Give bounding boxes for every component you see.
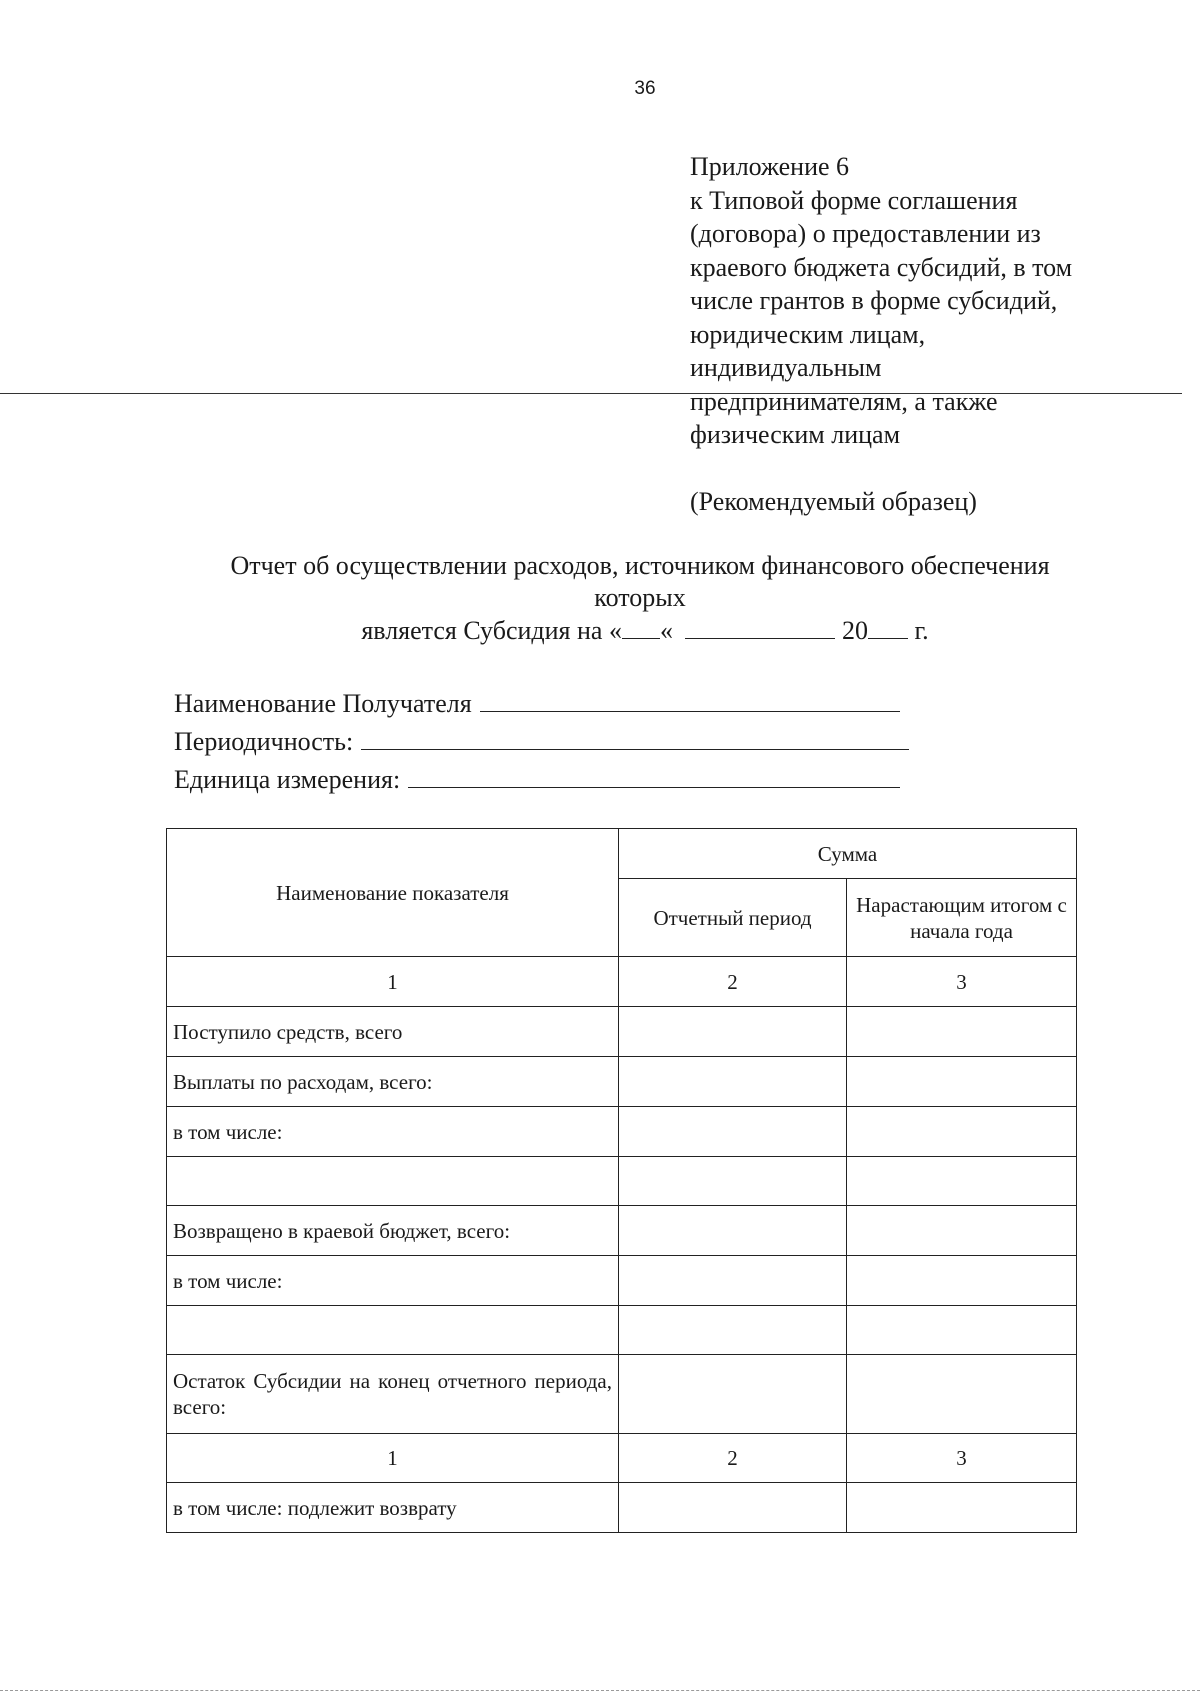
period-cell[interactable] <box>619 1306 847 1355</box>
appendix-line: предпринимателям, а также <box>690 386 998 416</box>
year-blank <box>868 614 908 639</box>
periodicity-field <box>174 724 909 760</box>
title-year: 20 <box>841 616 868 645</box>
table-row <box>167 1107 1077 1157</box>
row-label <box>167 1306 619 1355</box>
column-number-row <box>167 1434 1077 1483</box>
header-period: Отчетный период <box>619 879 847 957</box>
table-row <box>167 1057 1077 1107</box>
report-title-line-3 <box>180 614 1100 647</box>
appendix-line: числе грантов в форме субсидий, <box>690 286 1058 315</box>
period-cell[interactable] <box>619 1206 847 1256</box>
scan-artifact-line <box>0 393 1182 394</box>
report-table <box>166 828 1077 1533</box>
periodicity-blank[interactable] <box>361 727 909 750</box>
report-title <box>180 550 1100 647</box>
col-number: 3 <box>847 957 1077 1007</box>
col-number: 1 <box>167 1434 619 1483</box>
column-number-row <box>167 957 1077 1007</box>
row-label: Возвращено в краевой бюджет, всего: <box>167 1206 619 1256</box>
table-row <box>167 1157 1077 1206</box>
row-label <box>167 1157 619 1206</box>
cumulative-cell[interactable] <box>847 1107 1077 1157</box>
header-cumulative: Нарастающим итогом с начала года <box>847 879 1077 957</box>
table-header-row <box>167 829 1077 879</box>
cumulative-cell[interactable] <box>847 1355 1077 1434</box>
cumulative-cell[interactable] <box>847 1057 1077 1107</box>
period-cell[interactable] <box>619 1157 847 1206</box>
table-row <box>167 1206 1077 1256</box>
unit-field <box>174 762 900 798</box>
cumulative-cell[interactable] <box>847 1483 1077 1533</box>
title-quote: « <box>659 616 673 645</box>
table-row <box>167 1007 1077 1057</box>
table-row <box>167 1306 1077 1355</box>
row-label: Выплаты по расходам, всего: <box>167 1057 619 1107</box>
periodicity-label: Периодичность: <box>174 727 354 756</box>
header-indicator: Наименование показателя <box>167 829 619 957</box>
cumulative-cell[interactable] <box>847 1157 1077 1206</box>
recipient-blank[interactable] <box>480 689 900 712</box>
appendix-line: юридическим лицам, <box>690 319 926 349</box>
row-label: в том числе: <box>167 1107 619 1157</box>
cumulative-cell[interactable] <box>847 1206 1077 1256</box>
month-blank <box>685 614 835 639</box>
appendix-line: краевого бюджета субсидий, в том <box>690 252 1073 282</box>
period-cell[interactable] <box>619 1483 847 1533</box>
appendix-line: физическим лицам <box>690 420 901 449</box>
recipient-label: Наименование Получателя <box>174 689 472 718</box>
appendix-line: (договора) о предоставлении из <box>690 219 1041 248</box>
cumulative-cell[interactable] <box>847 1256 1077 1306</box>
col-number: 3 <box>847 1434 1077 1483</box>
report-title-line-1: Отчет об осуществлении расходов, источником финансового обеспечения <box>230 551 1050 580</box>
table-row <box>167 1256 1077 1306</box>
header-sum: Сумма <box>619 829 1077 879</box>
appendix-line: к Типовой форме соглашения <box>690 185 1018 215</box>
appendix-line: индивидуальным <box>690 353 882 382</box>
row-label: Остаток Субсидии на конец отчетного периода, всего: <box>167 1355 619 1434</box>
recipient-field <box>174 686 900 722</box>
row-label: в том числе: <box>167 1256 619 1306</box>
col-number: 1 <box>167 957 619 1007</box>
period-cell[interactable] <box>619 1107 847 1157</box>
report-title-line-2: которых <box>594 583 686 612</box>
period-cell[interactable] <box>619 1256 847 1306</box>
row-label: Поступило средств, всего <box>167 1007 619 1057</box>
recommended-sample-label: (Рекомендуемый образец) <box>690 486 977 516</box>
row-label: в том числе: подлежит возврату <box>167 1483 619 1533</box>
period-cell[interactable] <box>619 1355 847 1434</box>
unit-label: Единица измерения: <box>174 765 401 794</box>
scan-bottom-edge <box>0 1690 1200 1691</box>
appendix-line: Приложение 6 <box>690 152 850 181</box>
table-row <box>167 1483 1077 1533</box>
title-prefix: является Субсидия на « <box>361 616 622 645</box>
cumulative-cell[interactable] <box>847 1007 1077 1057</box>
col-number: 2 <box>619 1434 847 1483</box>
period-cell[interactable] <box>619 1057 847 1107</box>
spacer <box>690 452 1170 485</box>
period-cell[interactable] <box>619 1007 847 1057</box>
page-number: 36 <box>634 78 656 99</box>
day-blank <box>622 614 660 639</box>
appendix-header <box>690 150 1170 518</box>
table-row <box>167 1355 1077 1434</box>
cumulative-cell[interactable] <box>847 1306 1077 1355</box>
unit-blank[interactable] <box>408 765 900 788</box>
title-suffix: г. <box>914 616 929 645</box>
col-number: 2 <box>619 957 847 1007</box>
